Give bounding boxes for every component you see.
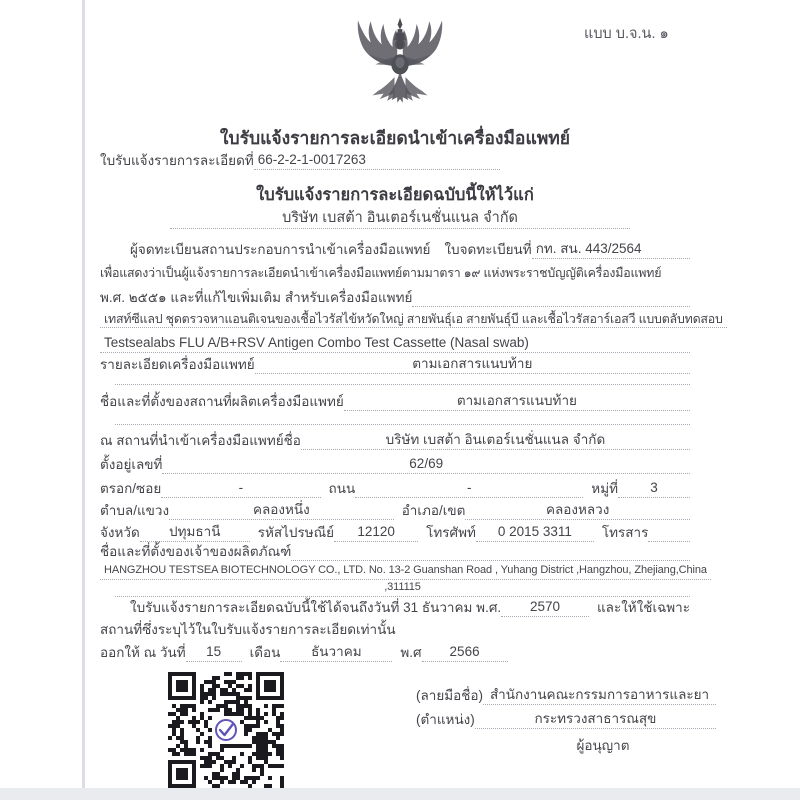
address-no-row: [100, 455, 690, 474]
manufacturer-label: ชื่อและที่ตั้งของสถานที่ผลิตเครื่องมือแพทย์: [100, 394, 344, 409]
device-detail-label: รายละเอียดเครื่องมือแพทย์: [100, 357, 255, 372]
road-value: -: [355, 479, 583, 498]
garuda-emblem-icon: [336, 12, 464, 124]
purpose-line-1: เพื่อแสดงว่าเป็นผู้แจ้งรายการละเอียดนำเข้าเครื่องมือแพทย์ตามมาตรา ๑๙ แห่งพระราชบัญญัติเครื่องมือแพทย์: [100, 266, 662, 280]
district-value: คลองหลวง: [465, 501, 690, 520]
address-soi-row: [100, 479, 690, 498]
device-detail-row: [100, 355, 690, 374]
device-name-en: Testsealabs FLU A/B+RSV Antigen Combo Test Cassette (Nasal swab): [100, 334, 690, 353]
given-to-heading: ใบรับแจ้งรายการละเอียดฉบับนี้ให้ไว้แก่: [256, 186, 534, 204]
address-district-row: [100, 501, 690, 520]
soi-value: -: [161, 479, 320, 498]
manufacturer-row: [100, 392, 690, 411]
page-left-edge: [82, 0, 85, 800]
qr-code: [162, 672, 290, 788]
postcode-label: รหัสไปรษณีย์: [257, 525, 335, 540]
continuation-line: [115, 424, 690, 425]
owner-postcode: ,311115: [115, 580, 690, 597]
validity-line-2: สถานที่ซึ่งระบุไว้ในใบรับแจ้งรายการละเอียดเท่านั้น: [100, 622, 396, 637]
owner-label-row: [100, 543, 690, 561]
device-name-lead-line: [412, 290, 690, 307]
soi-label: ตรอก/ซอย: [100, 481, 162, 496]
registrant-label: ผู้จดทะเบียนสถานประกอบการนำเข้าเครื่องมือแพทย์: [130, 242, 431, 257]
issue-date-row: [100, 643, 508, 662]
province-label: จังหวัด: [100, 525, 140, 540]
purpose-line-2: พ.ศ. ๒๕๕๑ และที่แก้ไขเพิ่มเติม สำหรับเครื่องมือแพทย์: [100, 289, 690, 307]
owner-name-row: [100, 563, 707, 580]
owner-postcode-row: [115, 580, 690, 597]
road-label: ถนน: [328, 481, 356, 496]
position-value: กระทรวงสาธารณสุข: [475, 710, 716, 729]
issue-year: 2566: [422, 643, 508, 662]
continuation-line: [115, 384, 690, 385]
issue-month-label: เดือน: [249, 645, 281, 660]
authorizer-label: ผู้อนุญาต: [576, 738, 630, 753]
postcode-value: 12120: [334, 523, 418, 542]
registration-no-label: ใบจดทะเบียนที่: [444, 242, 532, 257]
company-name: บริษัท เบสต้า อินเตอร์เนชั่นแนล จำกัด: [170, 209, 630, 229]
fax-label: โทรสาร: [601, 525, 649, 540]
province-value: ปทุมธานี: [140, 523, 250, 542]
receipt-number-value: 66-2-2-1-0017263: [254, 151, 500, 170]
page-title: ใบรับแจ้งรายการละเอียดนำเข้าเครื่องมือแพทย์: [219, 128, 571, 148]
company-name-row: [170, 209, 630, 229]
issue-era-label: พ.ศ: [400, 645, 422, 660]
issue-prefix: ออกให้ ณ วันที่: [100, 645, 186, 660]
signature-label: (ลายมือชื่อ): [416, 688, 484, 703]
device-name-th-row: [100, 311, 723, 328]
issue-month: ธันวาคม: [280, 643, 392, 662]
authorizer-row: [490, 737, 716, 755]
moo-value: 3: [618, 479, 690, 498]
manufacturer-value: ตามเอกสารแนบท้าย: [344, 392, 690, 411]
validity-prefix: ใบรับแจ้งรายการละเอียดฉบับนี้ใช้ได้จนถึงวันที่ 31 ธันวาคม พ.ศ.: [130, 600, 502, 615]
fax-value: [648, 525, 690, 542]
address-no-value: 62/69: [162, 455, 690, 474]
import-place-value: บริษัท เบสต้า อินเตอร์เนชั่นแนล จำกัด: [301, 431, 690, 450]
receipt-number-label: ใบรับแจ้งรายการละเอียดที่: [100, 153, 254, 168]
moo-label: หมู่ที่: [591, 481, 618, 496]
owner-name-address: HANGZHOU TESTSEA BIOTECHNOLOGY CO., LTD. No. 13-2 Guanshan Road , Yuhang District ,Hangzhou, Zhejiang,China: [100, 563, 711, 580]
subdistrict-value: คลองหนึ่ง: [169, 501, 394, 520]
subdistrict-label: ตำบล/แขวง: [100, 503, 170, 518]
device-name-en-row: [100, 334, 690, 353]
form-code: แบบ บ.จ.น. ๑: [584, 26, 669, 42]
registrant-row: [130, 240, 690, 259]
device-name-th: เทสท์ซีแลป ชุดตรวจหาแอนติเจนของเชื้อไวรัสไข้หวัดใหญ่ สายพันธุ์เอ สายพันธุ์บี และเชื้อไวรัสอาร์เอสวี แบบตลับทดสอบ: [100, 311, 727, 328]
import-place-label: ณ สถานที่นำเข้าเครื่องมือแพทย์ชื่อ: [100, 433, 301, 448]
import-place-row: [100, 431, 690, 450]
validity-row: [130, 598, 690, 617]
phone-value: 0 2015 3311: [476, 523, 594, 542]
owner-label: ชื่อและที่ตั้งของเจ้าของผลิตภัณฑ์: [100, 544, 292, 559]
phone-label: โทรศัพท์: [426, 525, 476, 540]
page-bottom-edge: [0, 788, 800, 800]
signature-value: สำนักงานคณะกรรมการอาหารและยา: [483, 686, 716, 705]
position-label: (ตำแหน่ง): [416, 712, 475, 727]
receipt-number-row: [100, 151, 500, 170]
validity-suffix: และให้ใช้เฉพาะ: [596, 600, 690, 615]
device-detail-value: ตามเอกสารแนบท้าย: [255, 355, 690, 374]
district-label: อำเภอ/เขต: [401, 503, 466, 518]
address-no-label: ตั้งอยู่เลขที่: [100, 457, 163, 472]
issue-day: 15: [186, 643, 242, 662]
registration-no-value: กท. สน. 443/2564: [532, 240, 690, 259]
address-province-row: [100, 523, 690, 542]
signature-row: [416, 686, 716, 705]
position-row: [416, 710, 716, 729]
owner-lead-line: [291, 544, 690, 561]
validity-year: 2570: [501, 598, 589, 617]
